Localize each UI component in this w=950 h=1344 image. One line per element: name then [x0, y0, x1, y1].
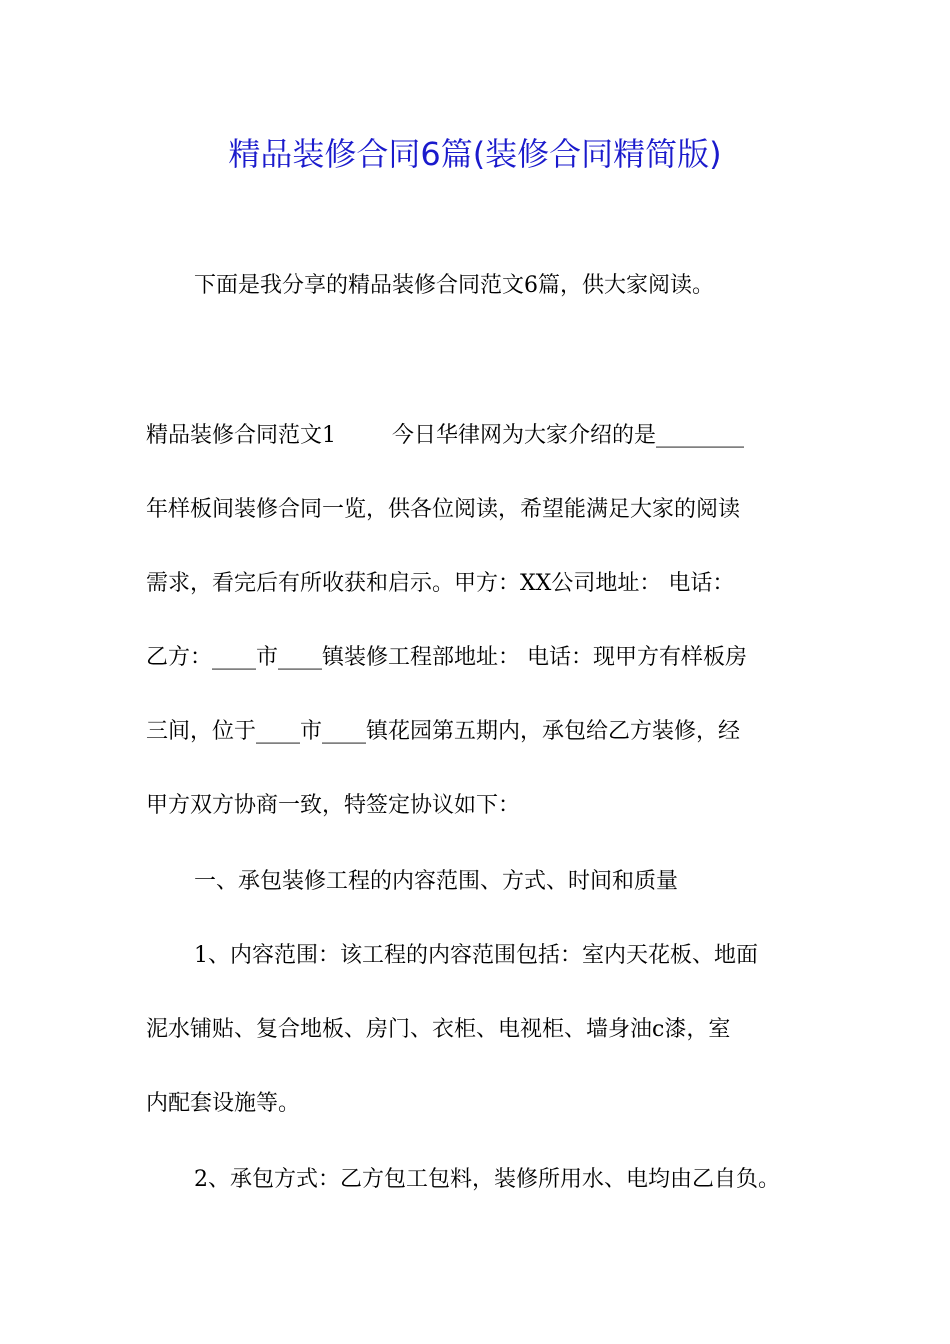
document-title: 精品装修合同6篇(装修合同精简版)	[228, 135, 722, 173]
paragraph-line: 甲方双方协商一致，特签定协议如下：	[146, 793, 521, 818]
paragraph-line: 内配套设施等。	[146, 1091, 301, 1116]
paragraph-line: 年样板间装修合同一览，供各位阅读，希望能满足大家的阅读	[146, 497, 741, 522]
intro-paragraph: 下面是我分享的精品装修合同范文6篇，供大家阅读。	[194, 273, 714, 298]
paragraph-line: 1、内容范围：该工程的内容范围包括：室内天花板、地面	[194, 943, 758, 968]
paragraph-line	[146, 416, 744, 456]
paragraph-line: 2、承包方式：乙方包工包料，装修所用水、电均由乙自负。	[194, 1167, 780, 1192]
paragraph-line: 乙方：____市____镇装修工程部地址： 电话：现甲方有样板房	[146, 645, 747, 670]
section-subheading: 一、承包装修工程的内容范围、方式、时间和质量	[194, 869, 679, 894]
paragraph-line: 泥水铺贴、复合地板、房门、衣柜、电视柜、墙身油c漆，室	[146, 1017, 731, 1042]
paragraph-line: 需求，看完后有所收获和启示。甲方：XX公司地址： 电话：	[146, 571, 735, 596]
line-text: 今日华律网为大家介绍的是________	[392, 423, 745, 448]
section-heading: 精品装修合同范文1	[146, 423, 336, 448]
paragraph-line: 三间，位于____市____镇花园第五期内，承包给乙方装修，经	[146, 719, 741, 744]
